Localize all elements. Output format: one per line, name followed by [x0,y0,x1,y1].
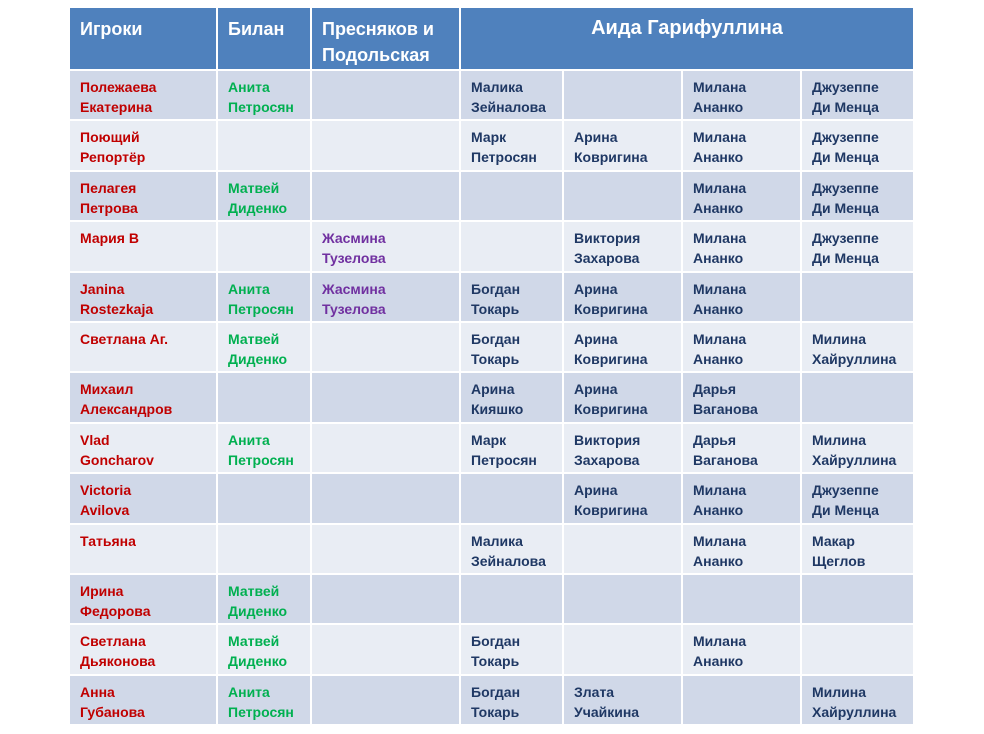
table-row [70,322,913,372]
bilan-cell [217,524,311,574]
bilan-cell [217,473,311,523]
presnyakov-cell [311,171,460,221]
aida-cell-3: Милана Ананко [682,624,801,674]
aida-cell-1: Малика Зейналова [460,70,563,120]
table-row [70,171,913,221]
aida-cell-2: Злата Учайкина [563,675,682,725]
header-players: Игроки [70,8,217,70]
players-table [70,8,913,726]
aida-cell-2: Виктория Захарова [563,423,682,473]
header-row [70,8,913,70]
player-cell: Vlad Goncharov [70,423,217,473]
bilan-cell: Анита Петросян [217,675,311,725]
aida-cell-3: Дарья Ваганова [682,423,801,473]
player-cell: Ирина Федорова [70,574,217,624]
header-bilan: Билан [217,8,311,70]
bilan-cell: Анита Петросян [217,272,311,322]
table-row [70,70,913,120]
aida-cell-4: Милина Хайруллина [801,322,913,372]
bilan-cell [217,120,311,170]
aida-cell-1 [460,171,563,221]
bilan-cell: Матвей Диденко [217,624,311,674]
table-row [70,423,913,473]
aida-cell-3: Милана Ананко [682,322,801,372]
player-cell: Пелагея Петрова [70,171,217,221]
aida-cell-1: Богдан Токарь [460,322,563,372]
aida-cell-2 [563,574,682,624]
table-row [70,120,913,170]
aida-cell-2: Арина Ковригина [563,272,682,322]
table-row [70,675,913,725]
presnyakov-cell [311,423,460,473]
aida-cell-3: Милана Ананко [682,473,801,523]
aida-cell-1: Богдан Токарь [460,624,563,674]
aida-cell-3 [682,574,801,624]
player-cell: Victoria Avilova [70,473,217,523]
player-cell: Поющий Репортёр [70,120,217,170]
aida-cell-3: Милана Ананко [682,120,801,170]
aida-cell-2 [563,171,682,221]
aida-cell-1: Богдан Токарь [460,675,563,725]
aida-cell-3: Милана Ананко [682,272,801,322]
presnyakov-cell [311,524,460,574]
table-row [70,272,913,322]
presnyakov-cell [311,322,460,372]
aida-cell-4: Джузеппе Ди Менца [801,120,913,170]
aida-cell-1: Марк Петросян [460,423,563,473]
presnyakov-cell [311,473,460,523]
presnyakov-cell: Жасмина Тузелова [311,272,460,322]
player-cell: Анна Губанова [70,675,217,725]
bilan-cell: Анита Петросян [217,423,311,473]
aida-cell-2 [563,524,682,574]
player-cell: Полежаева Екатерина [70,70,217,120]
presnyakov-cell: Жасмина Тузелова [311,221,460,271]
aida-cell-4 [801,272,913,322]
presnyakov-cell [311,120,460,170]
aida-cell-3: Милана Ананко [682,171,801,221]
presnyakov-cell [311,574,460,624]
table-row [70,624,913,674]
presnyakov-cell [311,372,460,422]
aida-cell-2 [563,624,682,674]
aida-cell-4 [801,372,913,422]
aida-cell-1 [460,574,563,624]
player-cell: Светлана Дьяконова [70,624,217,674]
aida-cell-3: Дарья Ваганова [682,372,801,422]
aida-cell-1: Арина Кияшко [460,372,563,422]
aida-cell-4 [801,574,913,624]
player-cell: Светлана Аг. [70,322,217,372]
aida-cell-1: Марк Петросян [460,120,563,170]
table-row [70,372,913,422]
aida-cell-1: Малика Зейналова [460,524,563,574]
aida-cell-3: Милана Ананко [682,70,801,120]
header-aida: Аида Гарифуллина [460,8,913,70]
player-cell: Janina Rostezkaja [70,272,217,322]
table-row [70,524,913,574]
aida-cell-4: Макар Щеглов [801,524,913,574]
aida-cell-2: Арина Ковригина [563,322,682,372]
bilan-cell: Матвей Диденко [217,171,311,221]
table-row [70,221,913,271]
bilan-cell [217,221,311,271]
bilan-cell: Анита Петросян [217,70,311,120]
aida-cell-4: Джузеппе Ди Менца [801,70,913,120]
aida-cell-3: Милана Ананко [682,221,801,271]
bilan-cell [217,372,311,422]
aida-cell-2: Виктория Захарова [563,221,682,271]
player-cell: Михаил Александров [70,372,217,422]
header-presnyakov: Пресняков и Подольская [311,8,460,70]
aida-cell-4: Джузеппе Ди Менца [801,473,913,523]
presnyakov-cell [311,675,460,725]
aida-cell-2 [563,70,682,120]
aida-cell-3 [682,675,801,725]
bilan-cell: Матвей Диденко [217,574,311,624]
aida-cell-1 [460,473,563,523]
aida-cell-2: Арина Ковригина [563,473,682,523]
aida-cell-4: Джузеппе Ди Менца [801,171,913,221]
player-cell: Мария В [70,221,217,271]
aida-cell-3: Милана Ананко [682,524,801,574]
aida-cell-4: Джузеппе Ди Менца [801,221,913,271]
aida-cell-2: Арина Ковригина [563,120,682,170]
aida-cell-2: Арина Ковригина [563,372,682,422]
aida-cell-1 [460,221,563,271]
bilan-cell: Матвей Диденко [217,322,311,372]
table-row [70,473,913,523]
presnyakov-cell [311,70,460,120]
aida-cell-4: Милина Хайруллина [801,423,913,473]
presnyakov-cell [311,624,460,674]
table-row [70,574,913,624]
aida-cell-4 [801,624,913,674]
aida-cell-4: Милина Хайруллина [801,675,913,725]
player-cell: Татьяна [70,524,217,574]
table-body [70,70,913,725]
aida-cell-1: Богдан Токарь [460,272,563,322]
